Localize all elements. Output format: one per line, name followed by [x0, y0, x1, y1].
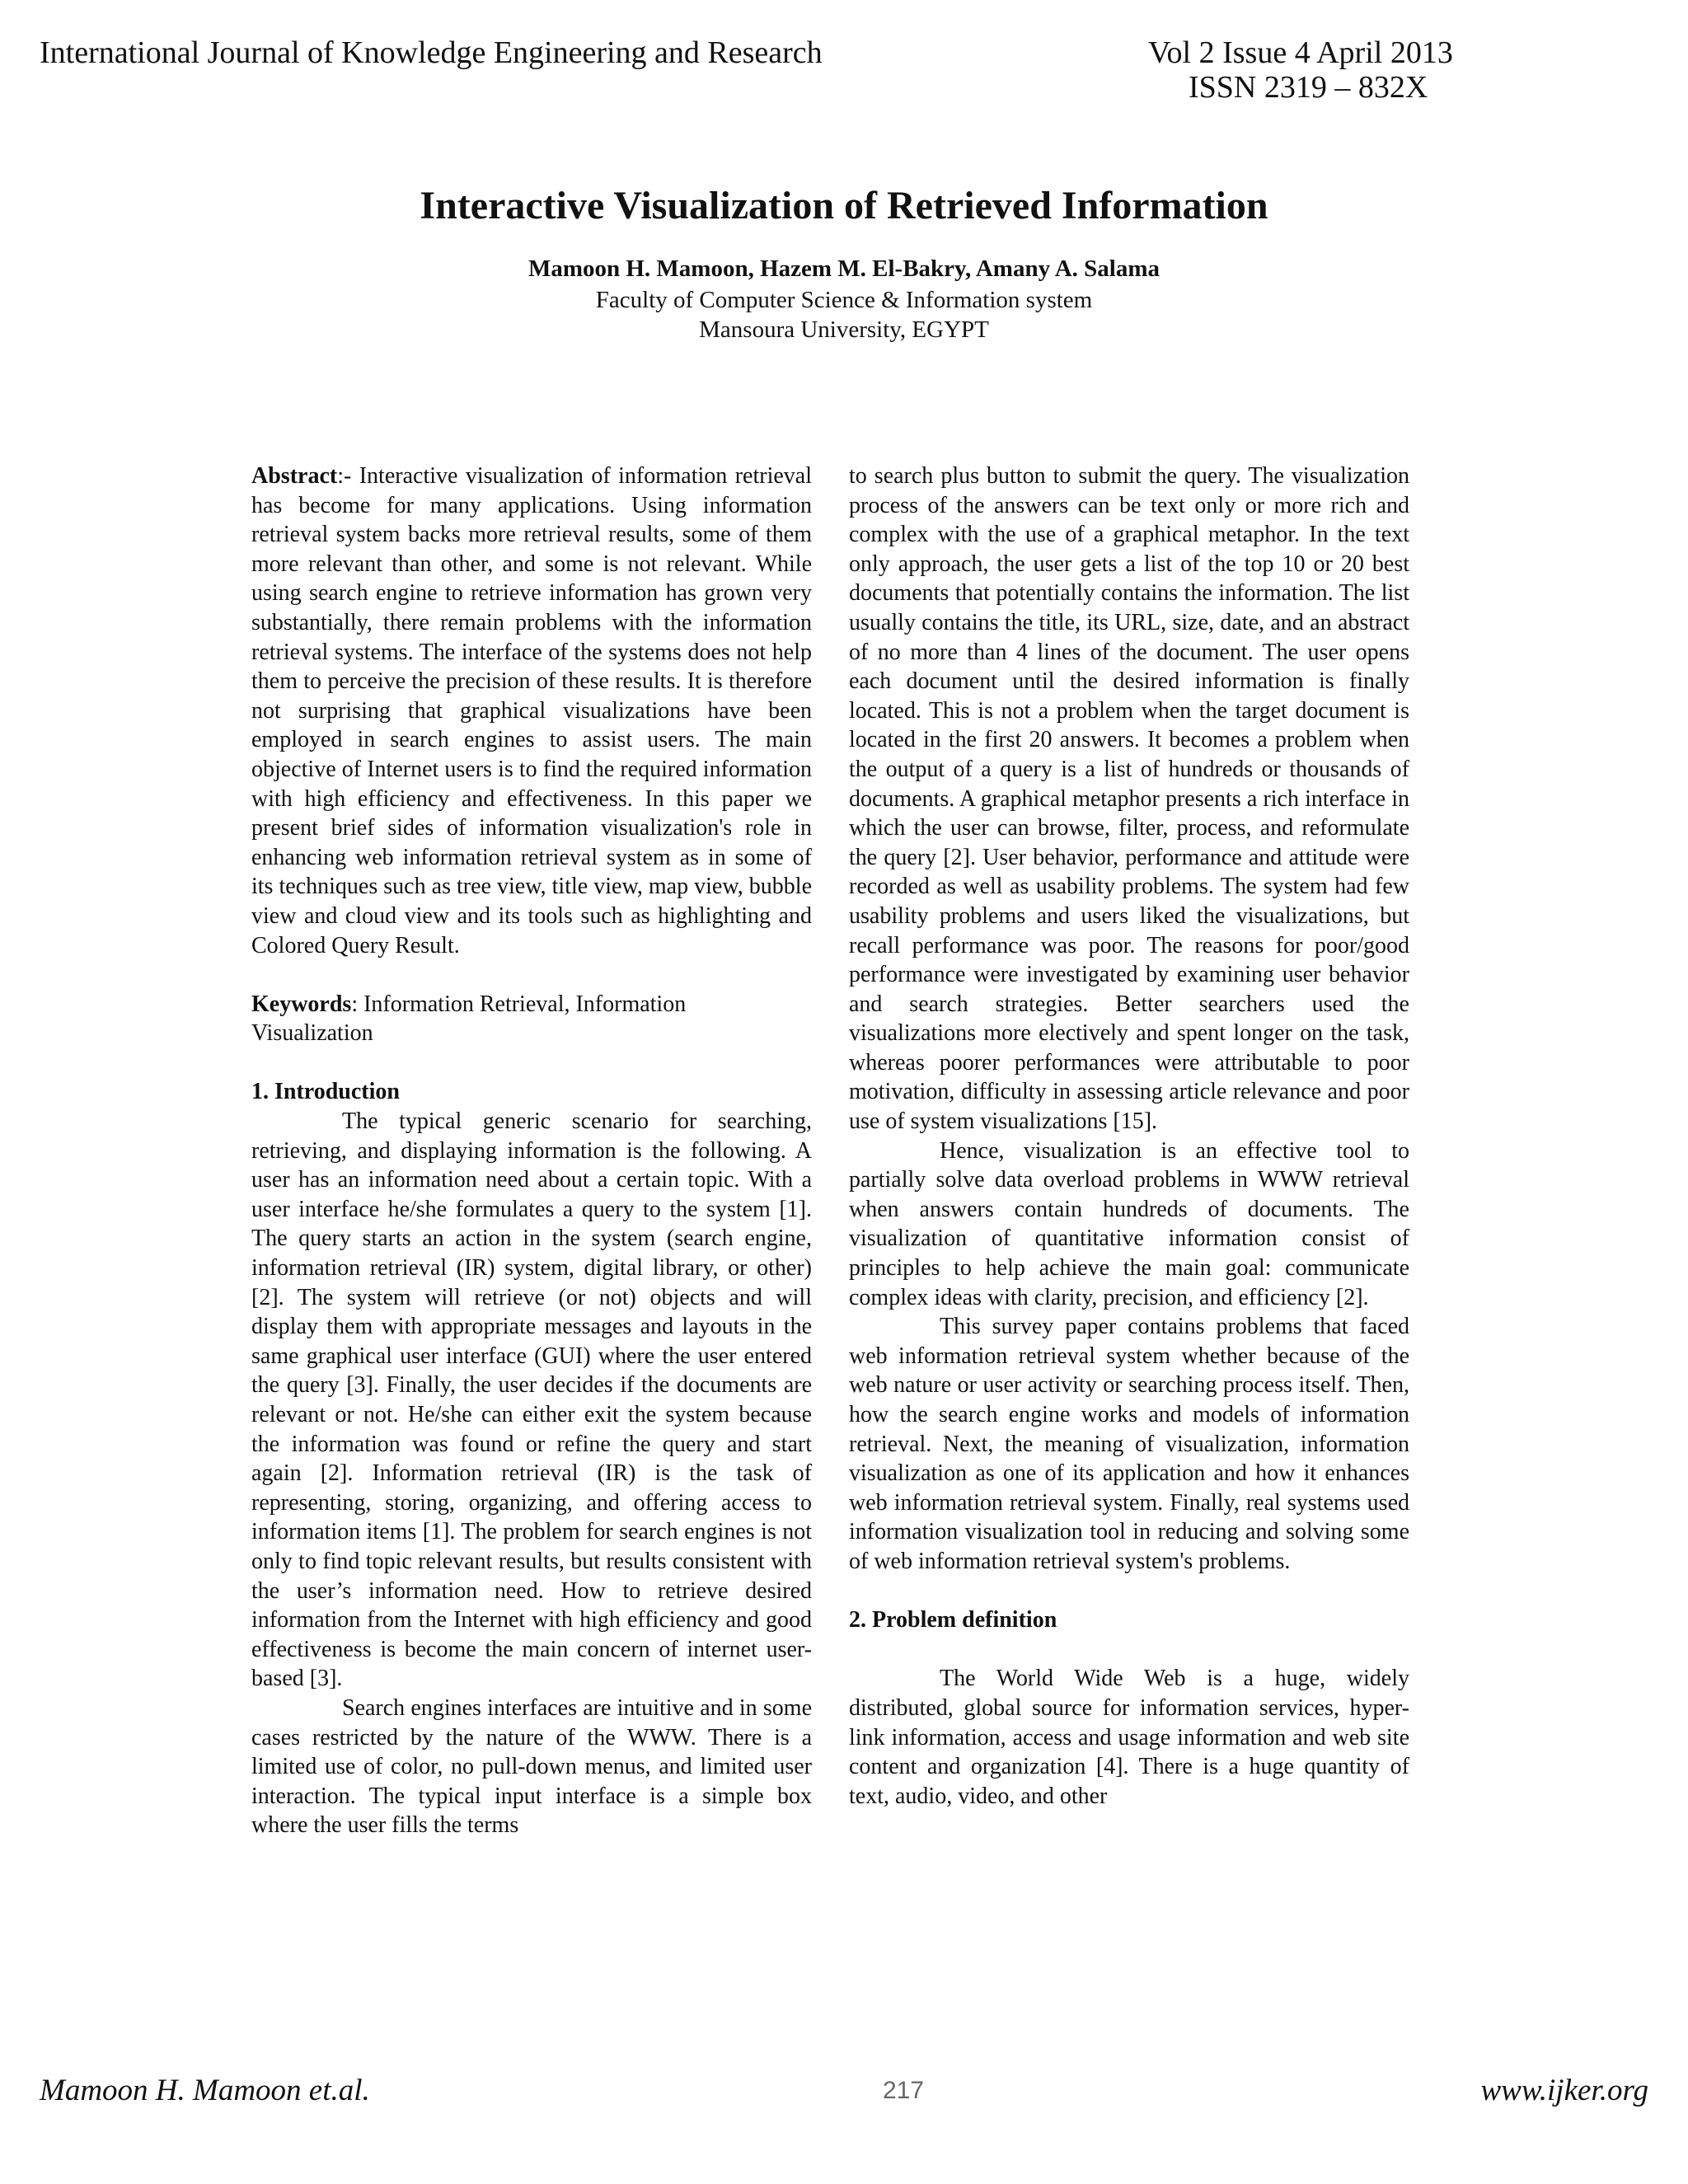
- abstract-label: Abstract: [251, 463, 338, 489]
- section-heading-introduction: 1. Introduction: [251, 1079, 400, 1105]
- intro-paragraph-3: Hence, visualization is an effective tool to partially solve data overload problems in WWW retrieval when answers contain hundreds of documents. The visualization of quantitative information consist of principles to help achieve the main goal: communicate complex ideas with clarity, precision, and efficiency [2].: [849, 1137, 1409, 1310]
- abstract: [251, 462, 812, 960]
- intro-paragraph-4: This survey paper contains problems that faced web information retrieval system whether because of the web nature or user activity or searching process itself. Then, how the search engine works and models of information retrieval. Next, the meaning of visualization, information visualization as one of its application and how it enhances web information retrieval system. Finally, real systems used information visualization tool in reducing and solving some of web information retrieval system's problems.: [849, 1314, 1409, 1574]
- abstract-text: :- Interactive visualization of information retrieval has become for many applications. Using information retrieval system backs more retrieval results, some of them more relevant than other, and some is not relevant. While using search engine to retrieve information has grown very substantially, there remain problems with the information retrieval systems. The interface of the systems does not help them to perceive the precision of these results. It is therefore not surprising that graphical visualizations have been employed in search engines to assist users. The main objective of Internet users is to find the required information with high efficiency and effectiveness. In this paper we present brief sides of information visualization's role in enhancing web information retrieval system as in some of its techniques such as tree view, title view, map view, bubble view and cloud view and its tools such as highlighting and Colored Query Result.: [251, 463, 812, 958]
- right-column: [849, 462, 1409, 1811]
- section-heading-problem-definition: 2. Problem definition: [849, 1607, 1057, 1633]
- intro-paragraph-2-continued: to search plus button to submit the query. The visualization process of the answers can be text only or more rich and complex with the use of a graphical metaphor. In the text only approach, the user gets a list of the top 10 or 20 best documents that potentially contains the information. The list usually contains the title, its URL, size, date, and an abstract of no more than 4 lines of the document. The user opens each document until the desired information is finally located. This is not a problem when the target document is located in the first 20 answers. It becomes a problem when the output of a query is a list of hundreds or thousands of documents. A graphical metaphor presents a rich interface in which the user can browse, filter, process, and reformulate the query [2]. User behavior, performance and attitude were recorded as well as usability problems. The system had few usability problems and users liked the visualizations, but recall performance was poor. The reasons for poor/good performance were investigated by examining user behavior and search strategies. Better searchers used the visualizations more electively and spent longer on the task, whereas poorer performances were attributable to poor motivation, difficulty in assessing article relevance and poor use of system visualizations [15].: [849, 463, 1409, 1135]
- intro-paragraph-2: Search engines interfaces are intuitive and in some cases restricted by the nature of the WWW. There is a limited use of color, no pull-down menus, and limited user interaction. The typical input interface is a simple box where the user fills the terms: [251, 1694, 812, 1839]
- journal-name: International Journal of Knowledge Engineering and Research: [40, 35, 823, 70]
- issn: ISSN 2319 – 832X: [1189, 70, 1428, 105]
- intro-paragraph-1: The typical generic scenario for searching, retrieving, and displaying information is the following. A user has an information need about a certain topic. With a user interface he/she formulates a query to the system [1]. The query starts an action in the system (search engine, information retrieval (IR) system, digital library, or other) [2]. The system will retrieve (or not) objects and will display them with appropriate messages and layouts in the same graphical user interface (GUI) where the user entered the query [3]. Finally, the user decides if the documents are relevant or not. He/she can either exit the system because the information was found or refine the query and start again [2]. Information retrieval (IR) is the task of representing, storing, organizing, and offering access to information items [1]. The problem for search engines is not only to find topic relevant results, but results consistent with the user’s information need. How to retrieve desired information from the Internet with high efficiency and good effectiveness is become the main concern of internet user-based [3].: [251, 1108, 812, 1692]
- paper-title: Interactive Visualization of Retrieved Information: [420, 184, 1268, 227]
- footer-author: Mamoon H. Mamoon et.al.: [40, 2074, 370, 2107]
- left-column: [251, 462, 812, 1840]
- keywords: [251, 990, 812, 1048]
- affiliation-faculty: Faculty of Computer Science & Information system: [595, 287, 1093, 313]
- affiliation-university: Mansoura University, EGYPT: [699, 316, 989, 343]
- problem-paragraph-1: The World Wide Web is a huge, widely distributed, global source for information services, hyper-link information, access and usage information and web site content and organization [4]. There is a huge quantity of text, audio, video, and other: [849, 1666, 1409, 1809]
- keywords-label: Keywords: [251, 991, 352, 1017]
- keywords-text: : Information Retrieval, Information Visualization: [251, 991, 687, 1047]
- volume-info: Vol 2 Issue 4 April 2013: [1148, 35, 1453, 70]
- page-number: 217: [883, 2077, 925, 2104]
- footer-website: www.ijker.org: [1480, 2074, 1648, 2107]
- authors: Mamoon H. Mamoon, Hazem M. El-Bakry, Amany A. Salama: [528, 255, 1160, 282]
